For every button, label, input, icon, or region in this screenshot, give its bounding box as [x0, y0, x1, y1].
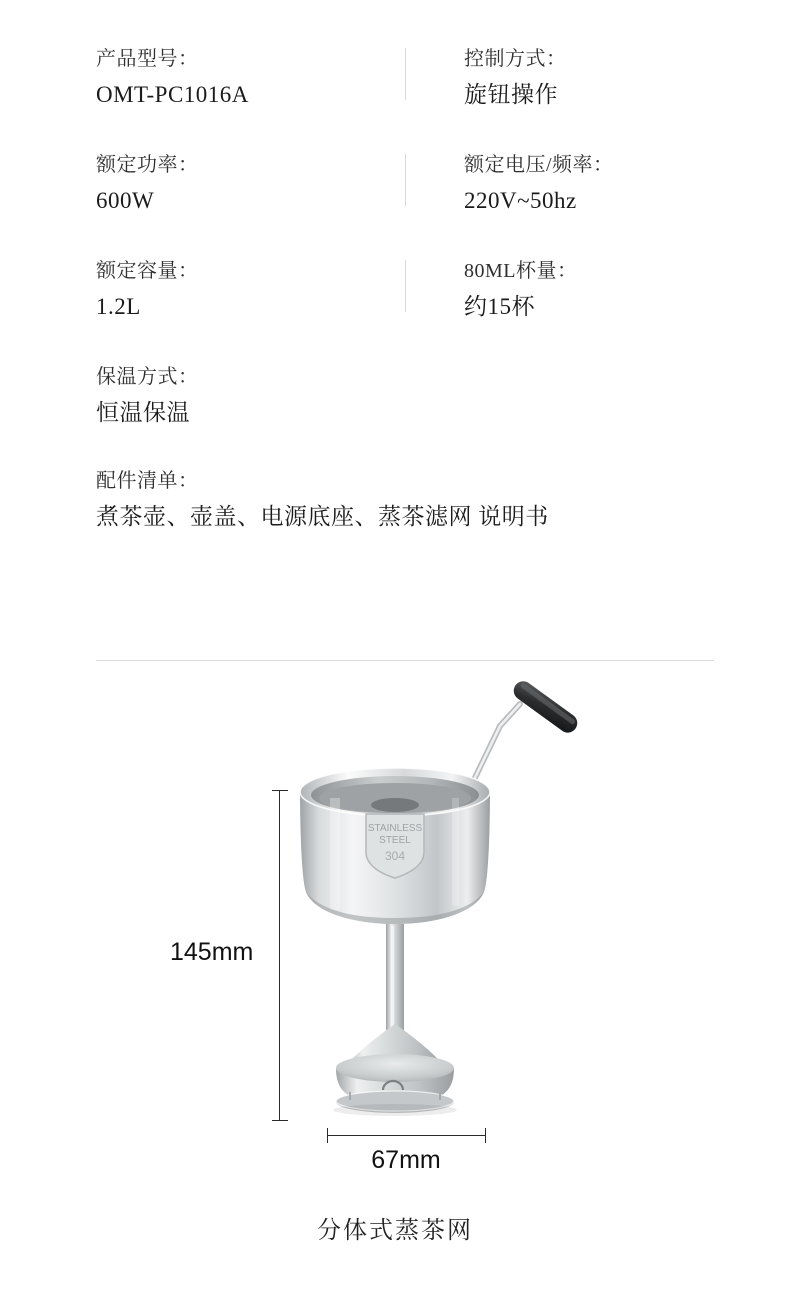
spec-value: 220V~50hz	[464, 188, 577, 213]
spec-label: 额定功率：	[96, 154, 199, 176]
spec-value: 煮茶壶、壶盖、电源底座、蒸茶滤网 说明书	[96, 504, 549, 529]
spec-cell-capacity	[96, 256, 405, 324]
spec-row	[96, 466, 714, 534]
spec-row	[96, 256, 714, 324]
spacer	[96, 324, 714, 362]
spec-label: 额定容量：	[96, 260, 199, 282]
spacer	[96, 218, 714, 256]
spec-cell-model	[96, 44, 405, 112]
spec-cell-power	[96, 150, 405, 218]
spec-label: 控制方式：	[464, 48, 567, 70]
height-dimension-tick-top	[272, 790, 288, 791]
product-caption: 分体式蒸茶网	[317, 1218, 473, 1244]
height-dimension-line	[279, 790, 280, 1120]
column-divider	[405, 154, 406, 206]
spec-value: 恒温保温	[96, 400, 190, 425]
spec-cell-cup-count	[405, 256, 714, 324]
width-dimension-label: 67mm	[371, 1146, 441, 1174]
svg-text:STEEL: STEEL	[379, 835, 411, 846]
svg-text:STAINLESS: STAINLESS	[367, 823, 423, 834]
tea-steamer-basket-image	[0, 680, 790, 1160]
spec-label: 80ML杯量：	[464, 260, 578, 282]
spec-value: 1.2L	[96, 294, 141, 319]
spec-label: 配件清单：	[96, 470, 199, 492]
spec-value: 约15杯	[464, 294, 535, 319]
column-divider	[405, 48, 406, 100]
column-divider	[405, 260, 406, 312]
spec-row	[96, 150, 714, 218]
spec-cell-keep-warm	[96, 362, 405, 430]
spec-label: 产品型号：	[96, 48, 199, 70]
width-dimension-line	[327, 1135, 485, 1136]
svg-text:304: 304	[384, 849, 406, 863]
spacer	[96, 112, 714, 150]
spec-cell-accessories	[96, 466, 714, 534]
section-divider	[96, 660, 714, 661]
specification-table	[96, 44, 714, 534]
spacer	[96, 430, 714, 466]
spec-value: OMT-PC1016A	[96, 82, 249, 107]
spec-value: 旋钮操作	[464, 82, 558, 107]
spec-cell-voltage-frequency	[405, 150, 714, 218]
spec-label: 额定电压/频率：	[464, 154, 614, 176]
spec-row	[96, 44, 714, 112]
spec-value: 600W	[96, 188, 155, 213]
product-illustration-area	[0, 680, 790, 1244]
width-dimension-tick-right	[485, 1128, 486, 1143]
width-dimension-tick-left	[327, 1128, 328, 1143]
spec-label: 保温方式：	[96, 366, 199, 388]
height-dimension-label: 145mm	[170, 938, 254, 966]
height-dimension-tick-bottom	[272, 1120, 288, 1121]
spec-cell-control-mode	[405, 44, 714, 112]
spec-row	[96, 362, 714, 430]
